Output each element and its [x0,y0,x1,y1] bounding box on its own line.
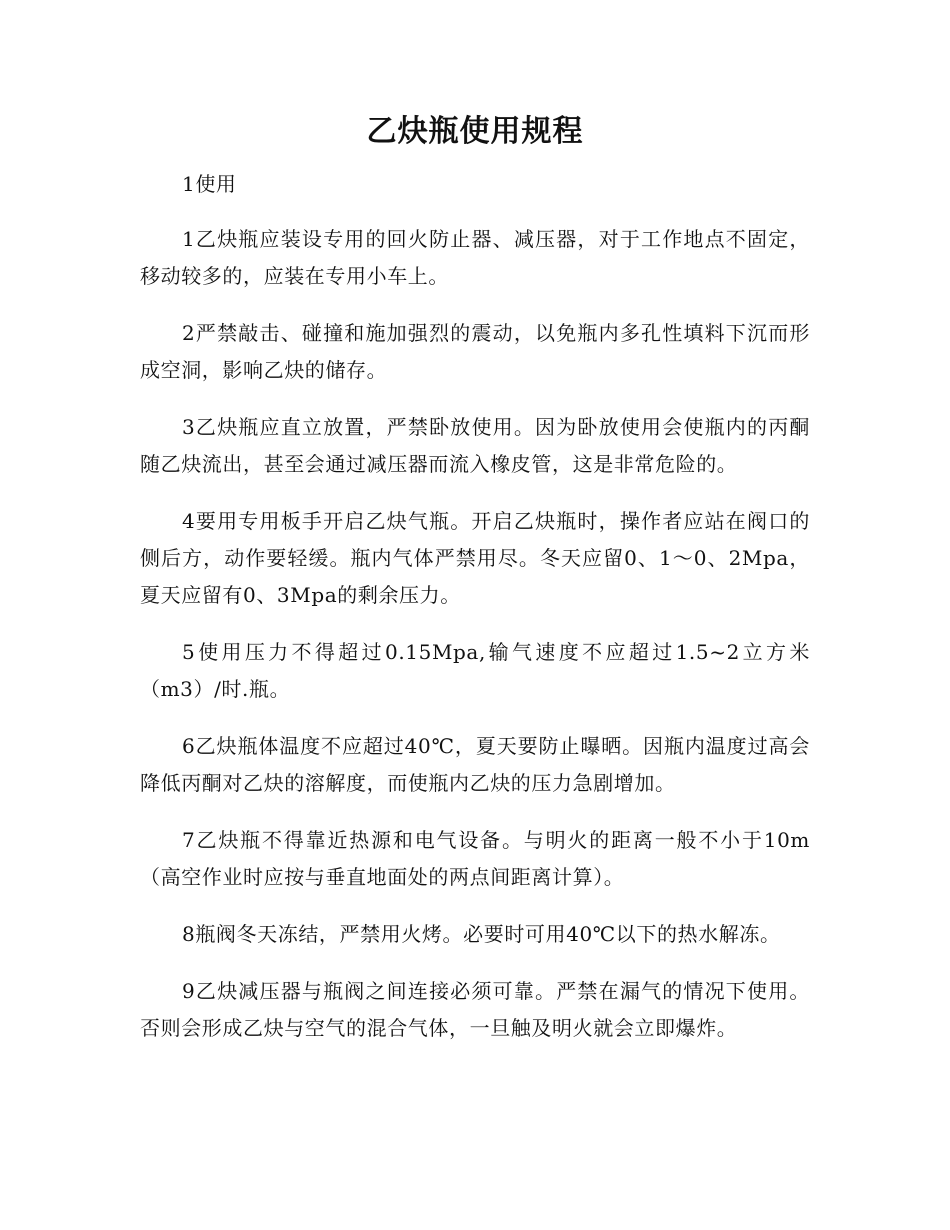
document-body [140,166,810,1067]
rule-paragraph-9: 9乙炔减压器与瓶阀之间连接必须可靠。严禁在漏气的情况下使用。否则会形成乙炔与空气的混合气体，一旦触及明火就会立即爆炸。 [140,979,810,1040]
document-title: 乙炔瓶使用规程 [366,114,584,149]
rule-paragraph-3: 3乙炔瓶应直立放置，严禁卧放使用。因为卧放使用会使瓶内的丙酮随乙炔流出，甚至会通过减压器而流入橡皮管，这是非常危险的。 [140,415,810,476]
rule-paragraph-6: 6乙炔瓶体温度不应超过40℃，夏天要防止曝晒。因瓶内温度过高会降低丙酮对乙炔的溶解度，而使瓶内乙炔的压力急剧增加。 [140,734,810,795]
rule-paragraph-5: 5使用压力不得超过0.15Mpa,输气速度不应超过1.5~2立方米（m3）/时.瓶。 [140,640,810,701]
rule-paragraph-1: 1乙炔瓶应装设专用的回火防止器、减压器，对于工作地点不固定，移动较多的，应装在专用小车上。 [140,227,810,288]
rule-paragraph-8: 8瓶阀冬天冻结，严禁用火烤。必要时可用40℃以下的热水解冻。 [182,922,781,946]
section-heading: 1使用 [182,172,237,196]
rule-paragraph-2: 2严禁敲击、碰撞和施加强烈的震动，以免瓶内多孔性填料下沉而形成空洞，影响乙炔的储存。 [140,321,810,382]
rule-paragraph-4: 4要用专用板手开启乙炔气瓶。开启乙炔瓶时，操作者应站在阀口的侧后方，动作要轻缓。瓶内气体严禁用尽。冬天应留0、1～0、2Mpa，夏天应留有0、3Mpa的剩余压力。 [140,509,810,607]
rule-paragraph-7: 7乙炔瓶不得靠近热源和电气设备。与明火的距离一般不小于10m（高空作业时应按与垂直地面处的两点间距离计算）。 [140,828,810,889]
